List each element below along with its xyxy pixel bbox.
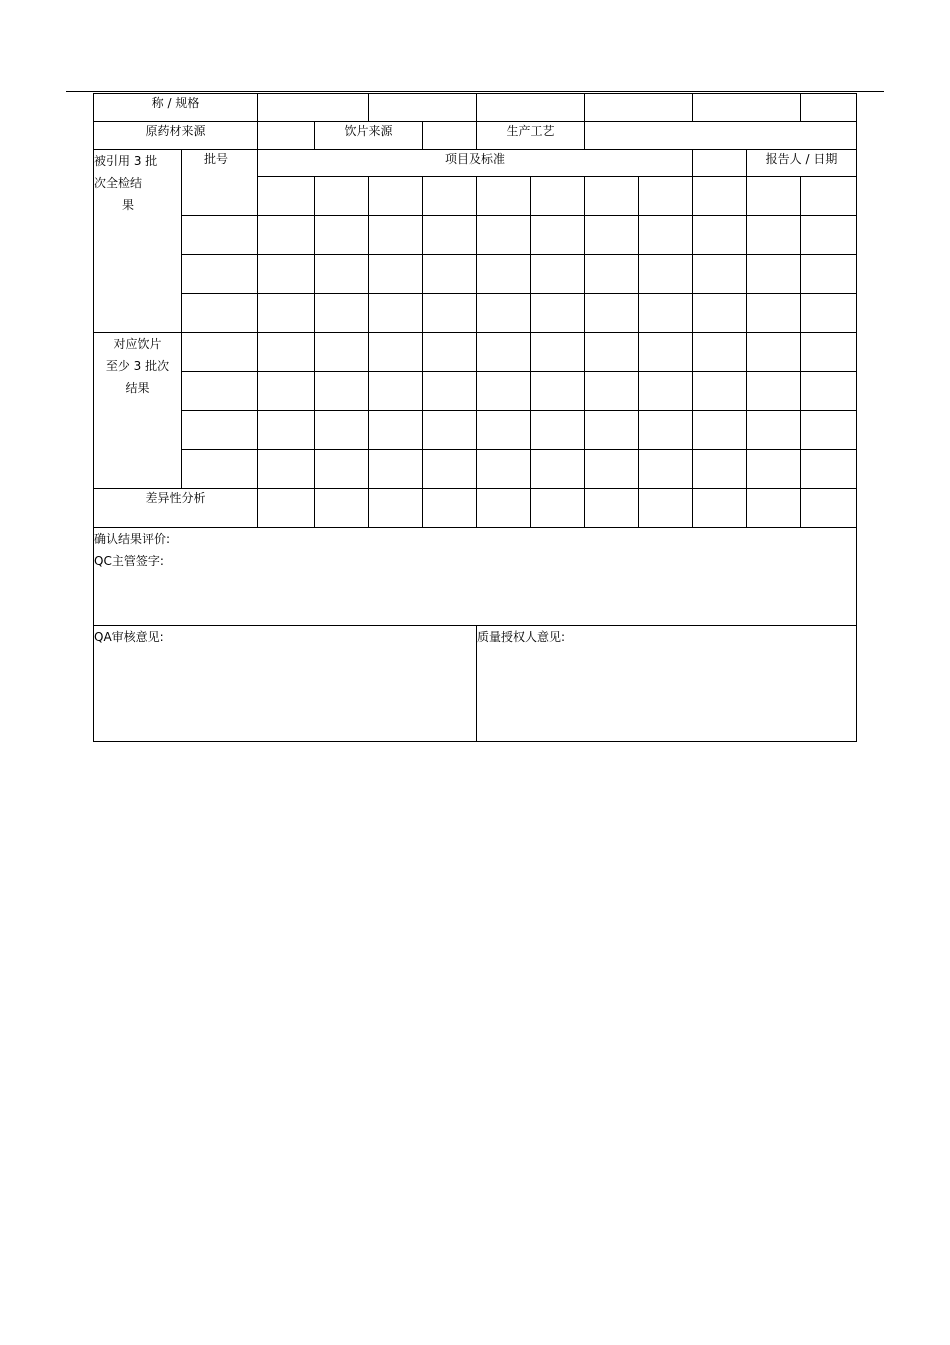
- grid-cell[interactable]: [477, 177, 531, 216]
- grid-cell[interactable]: [585, 255, 639, 294]
- batch-no-cell[interactable]: [182, 255, 258, 294]
- grid-cell[interactable]: [369, 411, 423, 450]
- name-spec-label: 称 / 规格: [151, 96, 200, 110]
- grid-cell[interactable]: [477, 372, 531, 411]
- grid-cell[interactable]: [531, 372, 585, 411]
- raw-material-source-value[interactable]: [258, 122, 315, 150]
- grid-cell[interactable]: [258, 216, 315, 255]
- grid-cell[interactable]: [423, 411, 477, 450]
- grid-cell[interactable]: [531, 411, 585, 450]
- source-row: [94, 122, 857, 150]
- grid-cell[interactable]: [258, 372, 315, 411]
- qa-review-cell[interactable]: [94, 626, 477, 742]
- grid-cell[interactable]: [585, 333, 639, 372]
- grid-cell[interactable]: [747, 177, 801, 216]
- grid-cell[interactable]: [639, 372, 693, 411]
- grid-cell[interactable]: [747, 216, 801, 255]
- grid-cell[interactable]: [639, 450, 693, 489]
- grid-cell[interactable]: [801, 489, 857, 528]
- grid-cell[interactable]: [531, 177, 585, 216]
- qa-review-label: QA审核意见:: [94, 630, 164, 644]
- grid-cell[interactable]: [747, 450, 801, 489]
- grid-cell[interactable]: [747, 489, 801, 528]
- grid-cell[interactable]: [369, 372, 423, 411]
- grid-cell[interactable]: [639, 489, 693, 528]
- name-spec-row: [94, 94, 857, 122]
- grid-cell[interactable]: [477, 255, 531, 294]
- batch-no-cell[interactable]: [182, 450, 258, 489]
- raw-material-source-label-cell: [94, 122, 258, 150]
- grid-cell[interactable]: [639, 177, 693, 216]
- grid-cell[interactable]: [258, 177, 315, 216]
- grid-cell[interactable]: [423, 372, 477, 411]
- grid-cell[interactable]: [477, 450, 531, 489]
- evaluation-label: 确认结果评价:: [94, 532, 171, 546]
- grid-cell[interactable]: [693, 177, 747, 216]
- grid-cell[interactable]: [639, 294, 693, 333]
- batch-no-cell[interactable]: [182, 372, 258, 411]
- grid-cell[interactable]: [315, 216, 369, 255]
- grid-cell[interactable]: [423, 255, 477, 294]
- grid-cell[interactable]: [693, 333, 747, 372]
- production-process-label: 生产工艺: [506, 124, 555, 138]
- grid-cell[interactable]: [693, 294, 747, 333]
- review-row: [94, 626, 857, 742]
- grid-cell[interactable]: [585, 216, 639, 255]
- table-row: [94, 372, 857, 411]
- difference-analysis-label: 差异性分析: [145, 491, 206, 505]
- production-process-label-cell: [477, 122, 585, 150]
- grid-cell[interactable]: [693, 411, 747, 450]
- confirmation-cell[interactable]: [94, 528, 857, 626]
- grid-cell[interactable]: [477, 333, 531, 372]
- grid-cell[interactable]: [693, 489, 747, 528]
- grid-cell[interactable]: [258, 411, 315, 450]
- header-blank-cell: [693, 150, 747, 177]
- qa-authorized-label: 质量授权人意见:: [477, 630, 566, 644]
- grid-cell[interactable]: [639, 411, 693, 450]
- qc-signature-label: QC主管签字:: [94, 554, 164, 568]
- grid-cell[interactable]: [369, 333, 423, 372]
- name-spec-value-cell[interactable]: [258, 94, 369, 122]
- grid-cell[interactable]: [747, 372, 801, 411]
- grid-cell[interactable]: [477, 489, 531, 528]
- batch-no-cell[interactable]: [182, 411, 258, 450]
- grid-cell[interactable]: [585, 450, 639, 489]
- header-blank-cell[interactable]: [693, 94, 801, 122]
- grid-cell[interactable]: [423, 216, 477, 255]
- table-row: [94, 255, 857, 294]
- difference-analysis-label-cell: [94, 489, 258, 528]
- table-row: [94, 216, 857, 255]
- batch-no-label-cell: [182, 150, 258, 216]
- grid-cell[interactable]: [423, 489, 477, 528]
- production-process-value[interactable]: [585, 122, 857, 150]
- grid-cell[interactable]: [585, 372, 639, 411]
- slice-batches-label-line: 至少 3 批次: [105, 359, 170, 373]
- reporter-date-label-cell: [747, 150, 857, 177]
- grid-cell[interactable]: [315, 489, 369, 528]
- cited-batches-label-line: 被引用 3 批: [94, 154, 158, 168]
- items-standard-label-cell: [258, 150, 693, 177]
- grid-cell[interactable]: [531, 333, 585, 372]
- grid-cell[interactable]: [801, 177, 857, 216]
- slice-source-label: 饮片来源: [344, 124, 393, 138]
- grid-cell[interactable]: [369, 216, 423, 255]
- header-blank-cell[interactable]: [477, 94, 585, 122]
- table-row: [94, 450, 857, 489]
- grid-cell[interactable]: [639, 216, 693, 255]
- grid-cell[interactable]: [693, 216, 747, 255]
- grid-cell[interactable]: [801, 450, 857, 489]
- grid-cell[interactable]: [747, 411, 801, 450]
- batch-no-cell[interactable]: [182, 294, 258, 333]
- batch-no-cell[interactable]: [182, 333, 258, 372]
- grid-cell[interactable]: [258, 489, 315, 528]
- grid-cell[interactable]: [531, 255, 585, 294]
- grid-cell[interactable]: [369, 177, 423, 216]
- grid-cell[interactable]: [585, 489, 639, 528]
- grid-cell[interactable]: [369, 450, 423, 489]
- confirmation-row: [94, 528, 857, 626]
- grid-cell[interactable]: [477, 294, 531, 333]
- grid-cell[interactable]: [369, 294, 423, 333]
- slice-batches-label-line: 对应饮片: [113, 337, 162, 351]
- grid-cell[interactable]: [801, 255, 857, 294]
- raw-material-source-label: 原药材来源: [145, 124, 206, 138]
- grid-cell[interactable]: [801, 372, 857, 411]
- slice-batches-label-line: 结果: [125, 381, 150, 395]
- grid-cell[interactable]: [639, 255, 693, 294]
- qa-authorized-cell[interactable]: [477, 626, 857, 742]
- grid-cell[interactable]: [693, 450, 747, 489]
- grid-cell[interactable]: [258, 294, 315, 333]
- header-blank-cell[interactable]: [801, 94, 857, 122]
- grid-cell[interactable]: [423, 294, 477, 333]
- grid-cell[interactable]: [315, 294, 369, 333]
- cited-batches-label-cell: [94, 150, 182, 333]
- table-row: [94, 333, 857, 372]
- difference-analysis-row: [94, 489, 857, 528]
- grid-cell[interactable]: [315, 333, 369, 372]
- grid-cell[interactable]: [258, 450, 315, 489]
- grid-cell[interactable]: [531, 450, 585, 489]
- batch-no-cell[interactable]: [182, 216, 258, 255]
- grid-cell[interactable]: [693, 255, 747, 294]
- cited-batches-label-line: 果: [122, 198, 135, 212]
- grid-cell[interactable]: [585, 177, 639, 216]
- grid-cell[interactable]: [747, 255, 801, 294]
- grid-cell[interactable]: [258, 333, 315, 372]
- cited-batches-label-line: 次全检结: [94, 176, 143, 190]
- grid-cell[interactable]: [369, 255, 423, 294]
- grid-cell[interactable]: [315, 411, 369, 450]
- table-row: [94, 294, 857, 333]
- grid-cell[interactable]: [747, 294, 801, 333]
- grid-cell[interactable]: [801, 333, 857, 372]
- items-standard-label: 项目及标准: [444, 152, 505, 166]
- grid-cell[interactable]: [477, 411, 531, 450]
- reporter-date-label: 报告人 / 日期: [765, 152, 838, 166]
- grid-cell[interactable]: [423, 177, 477, 216]
- slice-source-value[interactable]: [423, 122, 477, 150]
- header-blank-cell[interactable]: [369, 94, 477, 122]
- grid-cell[interactable]: [315, 177, 369, 216]
- grid-cell[interactable]: [315, 255, 369, 294]
- grid-cell[interactable]: [315, 372, 369, 411]
- grid-cell[interactable]: [747, 333, 801, 372]
- batch-no-label: 批号: [204, 152, 229, 166]
- grid-cell[interactable]: [801, 216, 857, 255]
- grid-cell[interactable]: [585, 411, 639, 450]
- table-row: [94, 411, 857, 450]
- slice-source-label-cell: [315, 122, 423, 150]
- slice-batches-label-cell: [94, 333, 182, 489]
- name-spec-label-cell: [94, 94, 258, 122]
- grid-cell[interactable]: [639, 333, 693, 372]
- grid-cell[interactable]: [801, 294, 857, 333]
- grid-cell[interactable]: [531, 216, 585, 255]
- grid-cell[interactable]: [531, 489, 585, 528]
- grid-cell[interactable]: [585, 294, 639, 333]
- cited-batches-header-row: [94, 150, 857, 177]
- grid-cell[interactable]: [801, 411, 857, 450]
- grid-cell[interactable]: [477, 216, 531, 255]
- grid-cell[interactable]: [258, 255, 315, 294]
- confirmation-form-table: [93, 93, 857, 742]
- grid-cell[interactable]: [423, 450, 477, 489]
- header-blank-cell[interactable]: [585, 94, 693, 122]
- grid-cell[interactable]: [531, 294, 585, 333]
- grid-cell[interactable]: [423, 333, 477, 372]
- grid-cell[interactable]: [315, 450, 369, 489]
- grid-cell[interactable]: [693, 372, 747, 411]
- top-rule: [66, 91, 884, 92]
- grid-cell[interactable]: [369, 489, 423, 528]
